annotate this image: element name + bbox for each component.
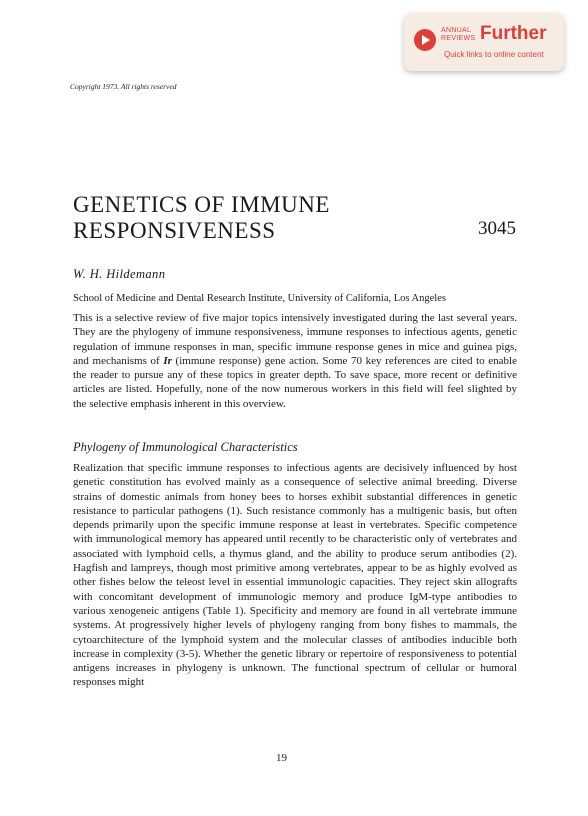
page-number: 19 bbox=[276, 752, 287, 764]
section-heading: Phylogeny of Immunological Characteristics bbox=[73, 440, 298, 454]
article-title-line2: RESPONSIVENESS bbox=[73, 218, 276, 243]
article-number: 3045 bbox=[478, 218, 516, 239]
copyright-notice: Copyright 1973. All rights reserved bbox=[70, 82, 177, 91]
abstract-paragraph: This is a selective review of five major topics intensively investigated during the last several years. They are the phylogeny of immune responsiveness, immune responses to infectious agents, genetic regulation of immune responses in man, specific immune response genes in mice and guinea pigs, and mechanisms of Ir (immune response) gene action. Some 70 key references are cited to enable the reader to pursue any of these topics in greater depth. To save space, more recent or definitive articles are listed. Hopefully, none of the now numerous workers in this field will feel slighted by the selective emphasis inherent in this overview. bbox=[73, 312, 517, 410]
article-title-line1: GENETICS OF IMMUNE bbox=[73, 192, 330, 217]
banner-subtitle: Quick links to online content bbox=[444, 50, 544, 59]
section-body-paragraph: Realization that specific immune responses to infectious agents are decisively influenced by host genetic constitution has evolved mainly as a consequence of selective animal breeding. Diverse strains of domestic animals from honey bees to horses exhibit substantial differences in genetic resistance to particular pathogens (1). Such resistance commonly has a multigenic basis, but often depends primarily upon the specific immune response at least in vertebrates. Specific competence with immunological memory has appeared until recently to be characteristic only of vertebrates and associated with lymphoid cells, a thymus gland, and the ability to produce serum antibodies (2). Hagfish and lampreys, though most primitive among vertebrates, appear to be as highly evolved as other fishes below the teleost level in essential immunologic capacities. They reject skin allografts with concomitant development of immunologic memory and produce IgM-type antibodies to various xenogeneic antigens (Table 1). Specificity and memory are found in all vertebrate immune systems. At progressively higher levels of phylogeny ranging from bony fishes to mammals, the cytoarchitecture of the lymphoid system and the molecular classes of antibodies inducible both increase in complexity (3-5). Whether the genetic library or repertoire of responsiveness to potential antigens increases in phylogeny is unknown. The functional spectrum of cellular or humoral responses might bbox=[73, 462, 517, 689]
banner-publisher-label: ANNUAL REVIEWS bbox=[441, 27, 476, 42]
author-affiliation: School of Medicine and Dental Research Institute, University of California, Los Angeles bbox=[73, 293, 446, 304]
banner-further-label: Further bbox=[480, 23, 547, 44]
further-links-banner[interactable] bbox=[404, 13, 564, 71]
annual-reviews-logo-icon bbox=[414, 29, 436, 51]
author-name: W. H. Hildemann bbox=[73, 267, 166, 281]
article-title bbox=[73, 192, 453, 244]
